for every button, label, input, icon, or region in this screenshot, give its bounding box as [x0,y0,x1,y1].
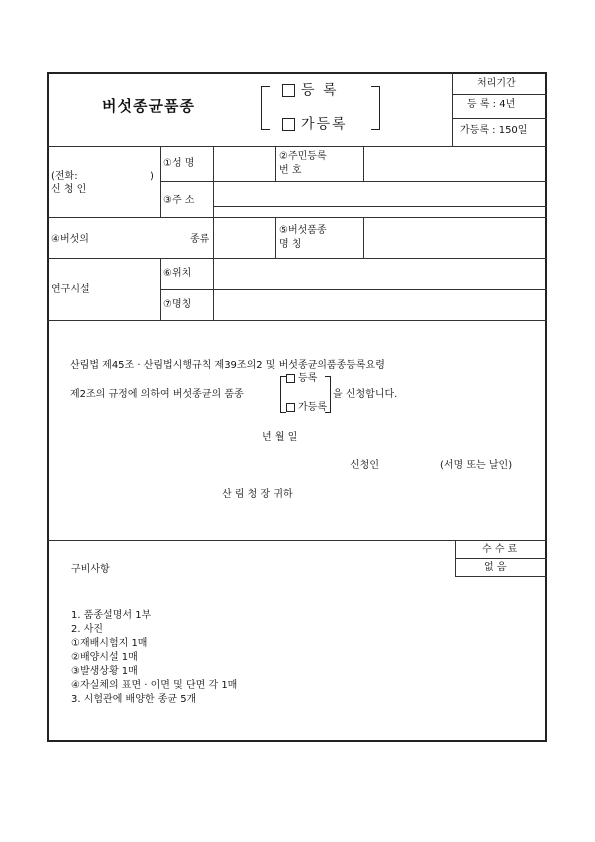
statement-provisional-option[interactable] [286,402,327,414]
register-option[interactable] [282,84,339,97]
address-label: ③주 소 [163,195,195,206]
rrn-field[interactable] [364,147,546,180]
provisional-option-label: 가등록 [301,116,348,133]
form-title: 버섯종균품종 [102,97,195,115]
document-item: 3. 시험관에 배양한 종균 5개 [71,694,197,705]
phone-close: ) [150,171,154,182]
document-item: 1. 품종설명서 1부 [71,610,152,621]
document-item: ③발생상황 1매 [71,666,138,677]
left-bracket [261,86,270,130]
provisional-period: 가등록 : 150일 [460,125,528,136]
variety-name-label-2: 명 칭 [279,239,302,250]
document-item: ④자실체의 표면 · 이면 및 단면 각 1매 [71,680,238,691]
mushroom-kind-field[interactable] [214,218,274,257]
applicant-label: 신 청 인 [51,184,87,195]
phone-label: (전화: [51,171,78,182]
name-field[interactable] [214,147,274,180]
statement-provisional-label: 가등록 [298,402,327,413]
facility-location-label: ⑥위치 [163,268,192,279]
statement-register-label: 등록 [298,373,318,384]
required-documents-title: 구비사항 [71,564,110,575]
variety-name-label: ⑤버섯품종 [279,225,327,236]
facility-name-label: ⑦명칭 [163,299,192,310]
statement-line-2-end: 을 신청합니다. [333,389,398,400]
processing-period-label: 처리기간 [477,78,516,89]
register-option-label: 등 록 [301,82,339,99]
register-checkbox[interactable] [282,84,295,97]
register-period: 등 록 : 4년 [467,99,516,110]
mushroom-kind-label: ④버섯의 [51,234,89,245]
statement-register-checkbox[interactable] [286,374,295,383]
signature-applicant-label: 신청인 [350,460,379,471]
mushroom-kind-label-2: 종류 [190,234,210,245]
facility-label: 연구시설 [51,284,90,295]
rrn-label-2: 번 호 [279,165,302,176]
name-label: ①성 명 [163,158,195,169]
rrn-label: ②주민등록 [279,151,327,162]
fee-value: 없 음 [484,562,507,573]
statement-line-1: 산림법 제45조 · 산림법시행규칙 제39조의2 및 버섯종균의품종등록요령 [70,360,385,371]
provisional-option[interactable] [282,118,348,131]
facility-name-field[interactable] [214,290,546,319]
statement-register-option[interactable] [286,373,317,385]
application-date[interactable]: 년 월 일 [262,432,298,443]
fee-label: 수 수 료 [482,544,518,555]
variety-name-field[interactable] [364,218,546,257]
right-bracket [371,86,380,130]
address-field[interactable] [214,182,546,205]
document-item: 2. 사진 [71,624,104,635]
provisional-checkbox[interactable] [282,118,295,131]
statement-line-2: 제2조의 규정에 의하여 버섯종균의 품종 [70,389,244,400]
document-item: ②배양시설 1매 [71,652,138,663]
document-item: ①재배시험지 1매 [71,638,148,649]
addressee: 산 림 청 장 귀하 [222,489,293,500]
facility-location-field[interactable] [214,259,546,288]
signature-seal-label: (서명 또는 날인) [440,460,513,471]
statement-provisional-checkbox[interactable] [286,403,295,412]
